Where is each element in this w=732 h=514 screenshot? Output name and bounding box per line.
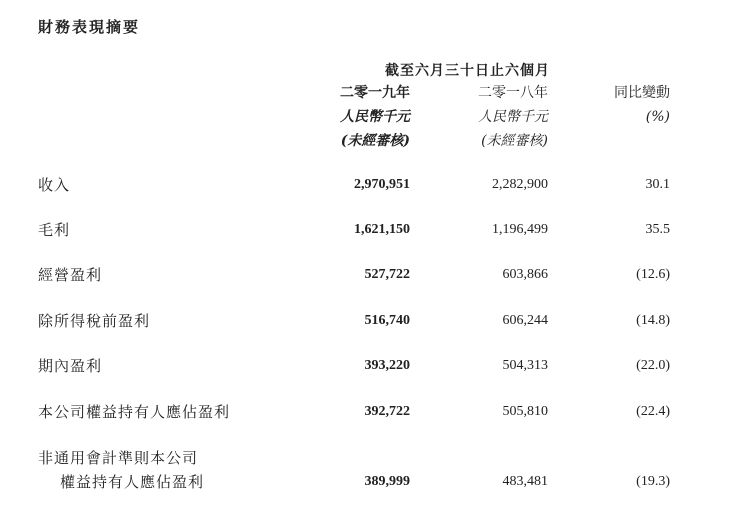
col-2018-unit: 人民幣千元 [478, 109, 548, 125]
row-value-2018: 606,244 [502, 313, 548, 328]
row-value-change: (12.6) [636, 267, 670, 282]
col-change-unit: (%) [645, 109, 670, 125]
col-2018-year: 二零一八年 [478, 85, 548, 101]
row-value-2018: 504,313 [502, 358, 548, 373]
row-value-2019: 392,722 [364, 404, 410, 419]
col-change-title: 同比變動 [614, 85, 670, 101]
row-value-2018: 603,866 [502, 267, 548, 282]
row-label-profit-before-tax: 除所得稅前盈利 [38, 312, 151, 330]
row-value-2019: 2,970,951 [354, 177, 410, 192]
row-value-2018: 1,196,499 [492, 222, 548, 237]
row-label-non-gaap-line2 [38, 470, 204, 494]
row-value-change: (22.4) [636, 404, 670, 419]
row-label-gross-profit: 毛利 [38, 221, 71, 239]
row-label-attributable-profit: 本公司權益持有人應佔盈利 [38, 403, 231, 421]
row-label-operating-profit: 經營盈利 [38, 266, 103, 284]
row-value-2019: 527,722 [364, 267, 410, 282]
col-2019-unit: 人民幣千元 [340, 109, 410, 125]
row-label-profit-for-period: 期內盈利 [38, 357, 103, 375]
row-value-change: (22.0) [636, 358, 670, 373]
row-value-2019: 389,999 [364, 474, 410, 489]
row-label-non-gaap-line1: 非通用會計準則本公司 [38, 449, 199, 467]
page-title: 財務表現摘要 [38, 18, 141, 36]
row-value-change: (19.3) [636, 474, 670, 489]
row-value-2018: 505,810 [502, 404, 548, 419]
row-label-non-gaap-line2-text: 權益持有人應佔盈利 [60, 473, 205, 491]
row-value-2018: 2,282,900 [492, 177, 548, 192]
row-label-revenue: 收入 [38, 176, 71, 194]
period-header: 截至六月三十日止六個月 [385, 63, 550, 79]
col-2019-year: 二零一九年 [340, 85, 410, 101]
row-value-change: 35.5 [645, 222, 670, 237]
row-value-2019: 1,621,150 [354, 222, 410, 237]
row-value-2019: 393,220 [364, 358, 410, 373]
row-value-2019: 516,740 [364, 313, 410, 328]
col-2018-audit: (未經審核) [481, 133, 548, 149]
col-2019-audit: (未經審核) [340, 133, 410, 149]
row-value-2018: 483,481 [502, 474, 548, 489]
row-value-change: 30.1 [645, 177, 670, 192]
row-value-change: (14.8) [636, 313, 670, 328]
